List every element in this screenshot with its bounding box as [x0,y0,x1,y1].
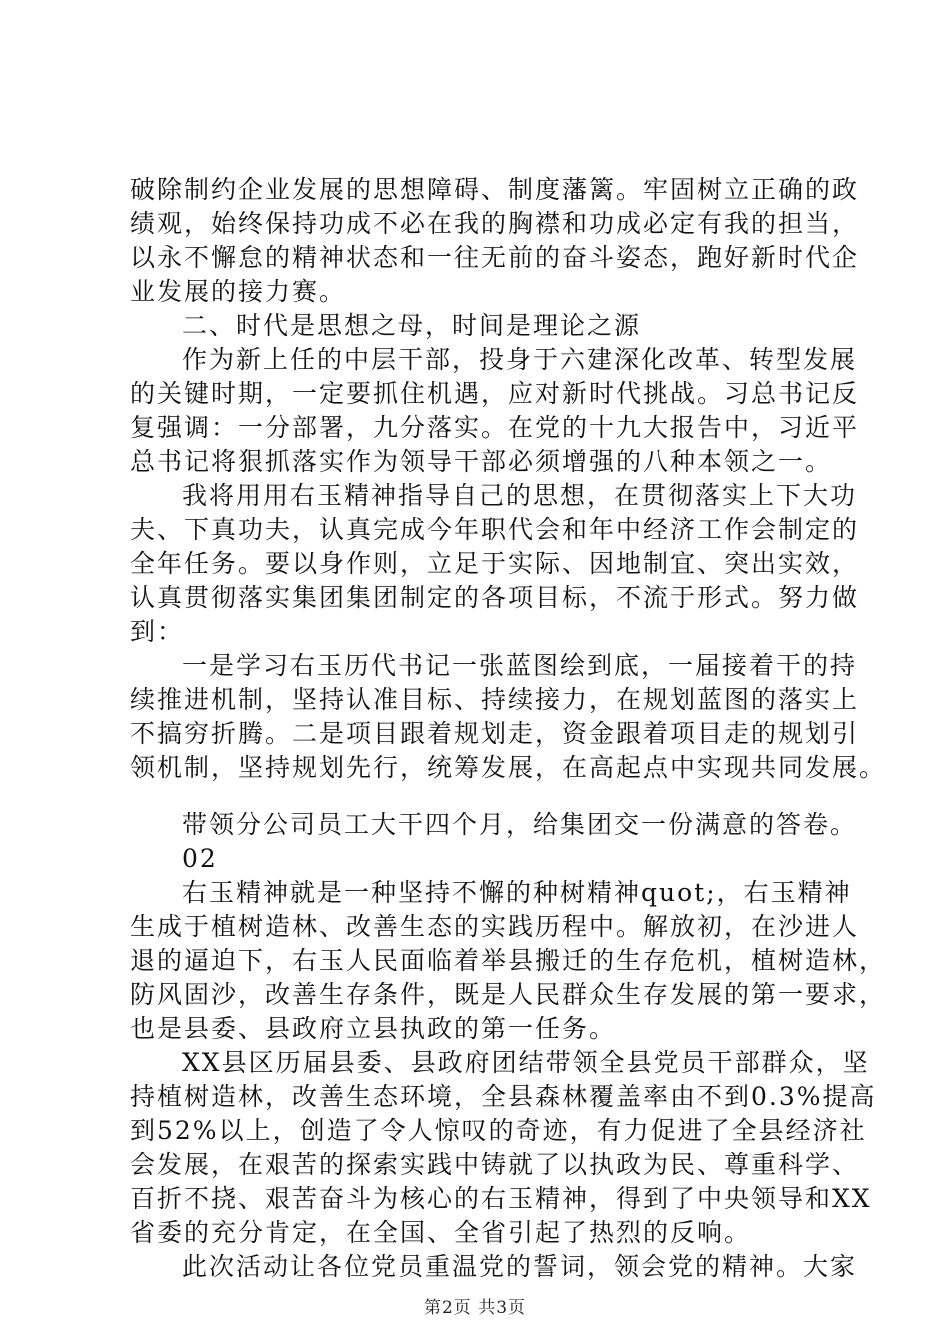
text-line: 到52%以上，创造了令人惊叹的奇迹，有力促进了全县经济社 [130,1116,867,1145]
text-line: 全年任务。要以身作则，立足于实际、因地制宜、突出实效， [130,549,860,578]
text-line: XX县区历届县委、县政府团结带领全县党员干部群众，坚 [182,1048,870,1077]
page-footer: 第2页 共3页 [423,1298,527,1318]
section-heading: 二、时代是思想之母，时间是理论之源 [182,311,642,340]
text-line: 复强调：一分部署，九分落实。在党的十九大报告中，习近平 [130,413,860,442]
text-line: 生成于植树造林、改善生态的实践历程中。解放初，在沙进人 [130,912,860,941]
text-line: 我将用用右玉精神指导自己的思想，在贯彻落实上下大功 [182,481,858,510]
text-line: 总书记将狠抓落实作为领导干部必须增强的八种本领之一。 [130,447,833,476]
text-line: 持植树造林，改善生态环境，全县森林覆盖率由不到0.3%提高 [130,1082,877,1111]
text-line: 绩观，始终保持功成不必在我的胸襟和功成必定有我的担当， [130,209,860,238]
section-number: 02 [182,844,218,873]
text-line: 防风固沙，改善生存条件，既是人民群众生存发展的第一要求， [130,980,887,1009]
text-line: 续推进机制，坚持认准目标、持续接力，在规划蓝图的落实上 [130,685,860,714]
text-line: 退的逼迫下，右玉人民面临着举县搬迁的生存危机，植树造林， [130,946,887,975]
text-line: 的关键时期，一定要抓住机遇，应对新时代挑战。习总书记反 [130,379,860,408]
text-line: 省委的充分肯定，在全国、全省引起了热烈的反响。 [130,1218,752,1247]
text-line: 不搞穷折腾。二是项目跟着规划走，资金跟着项目走的规划引 [130,719,860,748]
text-line: 业发展的接力赛。 [130,277,347,306]
text-line: 百折不挠、艰苦奋斗为核心的右玉精神，得到了中央领导和XX [130,1184,872,1213]
text-line: 作为新上任的中层干部，投身于六建深化改革、转型发展 [182,345,858,374]
text-line: 领机制，坚持规划先行，统筹发展，在高起点中实现共同发展。 [130,753,887,782]
text-line: 右玉精神就是一种坚持不懈的种树精神quot;，右玉精神 [182,878,852,907]
text-line: 到： [130,617,185,646]
text-line: 一是学习右玉历代书记一张蓝图绘到底，一届接着干的持 [182,651,858,680]
text-line: 认真贯彻落实集团集团制定的各项目标，不流于形式。努力做 [130,583,860,612]
text-line: 破除制约企业发展的思想障碍、制度藩篱。牢固树立正确的政 [130,175,860,204]
text-line: 会发展，在艰苦的探索实践中铸就了以执政为民、尊重科学、 [130,1150,860,1179]
text-line: 带领分公司员工大干四个月，给集团交一份满意的答卷。 [182,810,858,839]
text-line: 以永不懈怠的精神状态和一往无前的奋斗姿态，跑好新时代企 [130,243,860,272]
text-line: 此次活动让各位党员重温党的誓词，领会党的精神。大家 [182,1252,858,1281]
text-line: 夫、下真功夫，认真完成今年职代会和年中经济工作会制定的 [130,515,860,544]
text-line: 也是县委、县政府立县执政的第一任务。 [130,1014,617,1043]
